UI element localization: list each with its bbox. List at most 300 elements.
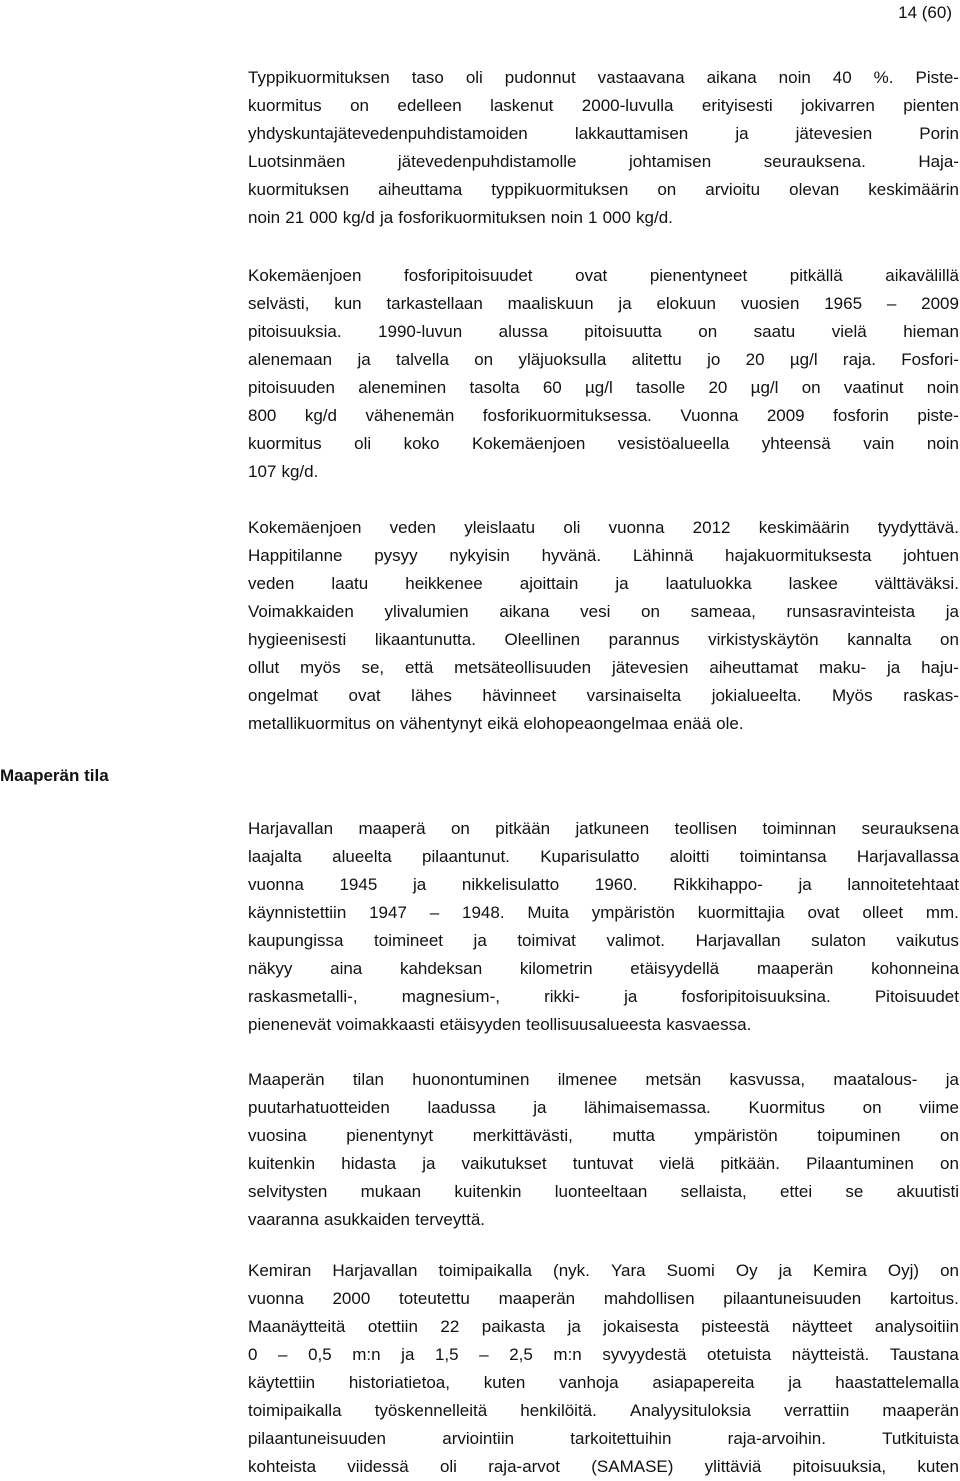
word: merkittävästi, [472, 1126, 573, 1145]
word: ovat [348, 686, 381, 705]
text-line [248, 1397, 959, 1425]
word: Kokemäenjoen [248, 266, 362, 285]
word: myös [300, 658, 341, 677]
word: se [845, 1182, 864, 1201]
word: vielä [659, 1154, 695, 1173]
word: huonontuminen [412, 1070, 530, 1089]
word: ja [473, 931, 487, 950]
word: yhdyskuntajätevedenpuhdistamoiden [248, 124, 528, 143]
word: – [278, 1345, 288, 1364]
word: rikki- [544, 987, 580, 1006]
word: raskas- [903, 686, 959, 705]
word: jätevedenpuhdistamolle [397, 152, 577, 171]
word: fosforikuormituksessa. [482, 406, 652, 425]
word: mahdollisen [603, 1289, 695, 1308]
section-heading-maaperan-tila: Maaperän tila [0, 766, 109, 785]
word: 2009 [766, 406, 805, 425]
text-line [248, 871, 959, 899]
word: vuosina [248, 1126, 307, 1145]
word: aikana [706, 68, 757, 87]
word: 1945 [339, 875, 378, 894]
word: Analyysituloksia [630, 1401, 751, 1420]
text-line [248, 843, 959, 871]
word: vaatinut [843, 378, 904, 397]
word: laskee [788, 574, 838, 593]
word: Pitoisuudet [874, 987, 959, 1006]
word: nykyisin [449, 546, 510, 565]
word: aleneminen [358, 378, 447, 397]
word: kohteista [248, 1457, 317, 1476]
word: 20 [708, 378, 728, 397]
word: jo [707, 350, 721, 369]
word: tasolta [469, 378, 520, 397]
word: ovat [807, 903, 840, 922]
word: ympäristön [694, 1126, 778, 1145]
word: hajakuormituksesta [725, 546, 872, 565]
word: 000 [309, 208, 338, 227]
word: raskasmetalli-, [248, 987, 358, 1006]
word: on [350, 96, 369, 115]
word: Harjavallassa [856, 847, 959, 866]
text-line [248, 1257, 959, 1285]
text-line [248, 374, 959, 402]
word: 800 [248, 406, 277, 425]
word: puutarhatuotteiden [248, 1098, 390, 1117]
word: ettei [780, 1182, 813, 1201]
word: jokialueelta. [711, 686, 802, 705]
word: Vuonna [680, 406, 739, 425]
word: 1,5 [434, 1345, 459, 1364]
word: tarkoitettuihin [570, 1429, 672, 1448]
word: on [698, 322, 718, 341]
word: lähimaisemassa. [584, 1098, 711, 1117]
text-line [248, 92, 959, 120]
word: on [940, 1261, 959, 1280]
word: metallikuormitus [248, 714, 371, 733]
word: laskenut [490, 96, 554, 115]
word: 2,5 [509, 1345, 533, 1364]
word: kannalta [847, 630, 912, 649]
word: kuormitus [248, 434, 322, 453]
word: maaperän [756, 959, 834, 978]
text-line [248, 626, 959, 654]
text-line [248, 318, 959, 346]
text-line [248, 1341, 959, 1369]
word: kg/d. [636, 208, 673, 227]
word: – [479, 1345, 489, 1364]
word: ylivalumien [384, 602, 469, 621]
text-line [248, 1011, 959, 1039]
text-line [248, 927, 959, 955]
text-line [248, 1425, 959, 1453]
word: selvästi, [248, 294, 310, 313]
word: yleislaatu [464, 518, 536, 537]
text-line [248, 1369, 959, 1397]
word: toimipaikalla [438, 1261, 532, 1280]
text-line [248, 983, 959, 1011]
word: etäisyyden [439, 1015, 521, 1034]
word: kohonneina [871, 959, 959, 978]
word: laatu [331, 574, 369, 593]
text-line [248, 346, 959, 374]
word: luonteeltaan [554, 1182, 648, 1201]
paragraph-soil-effects [248, 1066, 959, 1234]
word: Oleellinen [504, 630, 581, 649]
word: jokivarren [801, 96, 875, 115]
word: se, [361, 658, 385, 677]
word: pitoisuuksia. [248, 322, 342, 341]
word: raja-arvoihin. [727, 1429, 826, 1448]
word: sameaa, [690, 602, 756, 621]
word: toimintansa [739, 847, 827, 866]
word: pienentyneet [649, 266, 748, 285]
text-line [248, 955, 959, 983]
word: lähes [411, 686, 452, 705]
word: kasvussa, [729, 1070, 806, 1089]
word: aiheuttama [378, 180, 463, 199]
word: (nyk. [553, 1261, 590, 1280]
word: %. [873, 68, 894, 87]
word: vuosien [740, 294, 800, 313]
text-line [248, 120, 959, 148]
word: selvitysten [248, 1182, 328, 1201]
word: fosforipitoisuuksina. [681, 987, 831, 1006]
word: toipuminen [817, 1126, 901, 1145]
text-line [248, 514, 959, 542]
text-line [248, 654, 959, 682]
word: Typpikuormituksen [248, 68, 390, 87]
word: Fosfori- [901, 350, 959, 369]
word: vaikutukset [461, 1154, 547, 1173]
word: (SAMASE) [591, 1457, 674, 1476]
word: seurauksena [861, 819, 959, 838]
word: ja [615, 574, 629, 593]
word: jatkuneen [575, 819, 650, 838]
word: kun [334, 294, 362, 313]
word: laajalta [248, 847, 302, 866]
word: Pilaantuminen [806, 1154, 914, 1173]
word: fosforikuormituksen [398, 208, 546, 227]
text-line [248, 1178, 959, 1206]
word: jätevesien [611, 658, 689, 677]
text-line [248, 1094, 959, 1122]
word: ja [945, 1070, 959, 1089]
word: syvyydestä [602, 1345, 687, 1364]
word: alitettu [631, 350, 682, 369]
word: nikkelisulatto [461, 875, 560, 894]
word: on [375, 714, 395, 733]
word: parannus [608, 630, 680, 649]
word: käytettiin [248, 1373, 316, 1392]
word: seurauksena. [763, 152, 866, 171]
word: verrattiin [784, 1401, 850, 1420]
word: ja [379, 208, 394, 227]
word: hygieenisesti [248, 630, 347, 649]
word: piste- [917, 406, 959, 425]
word: Kemiran [248, 1261, 312, 1280]
word: terveyttä. [415, 1210, 486, 1229]
word: kuormittajia [697, 903, 785, 922]
word: pitkään. [720, 1154, 780, 1173]
word: kuitenkin [248, 1154, 316, 1173]
paragraph-nitrogen-load [248, 64, 959, 232]
word: aloitti [669, 847, 710, 866]
word: maaperän [498, 1289, 576, 1308]
paragraph-phosphorus [248, 262, 959, 486]
word: 21 [285, 208, 305, 227]
word: sellaista, [680, 1182, 747, 1201]
word: teollisen [674, 819, 738, 838]
word: Harjavallan [695, 931, 781, 950]
word: oli [563, 518, 581, 537]
word: välttäväksi. [874, 574, 959, 593]
word: näytteet [791, 1317, 853, 1336]
word: ja [778, 1261, 792, 1280]
text-line [248, 1453, 959, 1481]
word: magnesium-, [401, 987, 500, 1006]
word: pudonnut [504, 68, 576, 87]
word: mutta [612, 1126, 655, 1145]
word: 40 [832, 68, 852, 87]
word: 1990-luvun [378, 322, 463, 341]
word: heikkenee [405, 574, 483, 593]
word: asukkaiden [323, 1210, 410, 1229]
word: analysoitiin [874, 1317, 959, 1336]
word: aiheuttamat [709, 658, 799, 677]
word: tasolle [636, 378, 686, 397]
word: ja [401, 1345, 415, 1364]
word: Porin [919, 124, 959, 143]
word: vain [863, 434, 895, 453]
paragraph-water-quality [248, 514, 959, 738]
word: – [429, 903, 440, 922]
word: µg/l [789, 350, 818, 369]
word: elokuun [656, 294, 717, 313]
word: kuten [483, 1373, 526, 1392]
word: paikasta [481, 1317, 546, 1336]
word: m:n [352, 1345, 381, 1364]
word: jokaisesta [603, 1317, 679, 1336]
word: 0 [248, 1345, 258, 1364]
word: lakkauttamisen [574, 124, 689, 143]
word: Yara [610, 1261, 646, 1280]
word: pilaantunut. [422, 847, 510, 866]
text-line [248, 402, 959, 430]
word: 2009 [921, 294, 959, 313]
text-line [248, 570, 959, 598]
word: hyvänä. [541, 546, 602, 565]
word: 60 [542, 378, 562, 397]
word: arviointiin [442, 1429, 515, 1448]
word: metsän [645, 1070, 702, 1089]
word: haju- [921, 658, 959, 677]
word: Haja- [918, 152, 959, 171]
word: maaliskuun [507, 294, 594, 313]
word: Kokemäenjoen [471, 434, 586, 453]
word: Suomi [666, 1261, 715, 1280]
word: Myös [832, 686, 873, 705]
word: vesistöalueella [617, 434, 730, 453]
word: voimakkaasti [336, 1015, 435, 1034]
word: ja [788, 1373, 802, 1392]
word: kg/d. [281, 462, 319, 481]
word: kuormitus [248, 96, 322, 115]
word: ongelmat [248, 686, 318, 705]
word: on [940, 630, 959, 649]
word: aikana [499, 602, 550, 621]
word: tarkastellaan [386, 294, 483, 313]
word: toteutettu [398, 1289, 470, 1308]
word: tyydyttävä. [877, 518, 959, 537]
word: 1948. [462, 903, 505, 922]
word: olleet [862, 903, 904, 922]
word: edelleen [397, 96, 462, 115]
word: vielä [831, 322, 867, 341]
word: on [657, 180, 677, 199]
text-line [248, 290, 959, 318]
word: on [862, 1098, 882, 1117]
word: hidasta [341, 1154, 397, 1173]
word: keskimäärin [758, 518, 850, 537]
text-line [248, 262, 959, 290]
word: metsäteollisuuden [454, 658, 592, 677]
word: että [404, 658, 434, 677]
word: veden [389, 518, 436, 537]
word: henkilöitä. [520, 1401, 597, 1420]
word: 2000-luvulla [581, 96, 674, 115]
word: kilometrin [519, 959, 593, 978]
word: laatuluokka [665, 574, 752, 593]
word: valimot. [606, 931, 666, 950]
word: raja. [842, 350, 876, 369]
word: likaantunutta. [374, 630, 476, 649]
word: mukaan [360, 1182, 422, 1201]
word: Maanäytteitä [248, 1317, 346, 1336]
word: 000 [602, 208, 631, 227]
word: on [801, 378, 821, 397]
word: viime [919, 1098, 959, 1117]
word: Muita [527, 903, 569, 922]
word: 1965 [824, 294, 863, 313]
word: vuonna [608, 518, 665, 537]
word: Tutkituista [882, 1429, 959, 1448]
word: ajoittain [519, 574, 579, 593]
word: pitoisuuden [248, 378, 335, 397]
text-line [248, 176, 959, 204]
word: mm. [925, 903, 959, 922]
word: vaaranna [248, 1210, 319, 1229]
word: toimineet [374, 931, 443, 950]
word: aina [330, 959, 363, 978]
word: Kemira [812, 1261, 867, 1280]
word: kuormituksen [248, 180, 350, 199]
text-line [248, 1313, 959, 1341]
word: varsinaiselta [586, 686, 682, 705]
word: kuten [917, 1457, 959, 1476]
word: hävinneet [482, 686, 557, 705]
word: kg/d [342, 208, 375, 227]
word: vanhoja [559, 1373, 619, 1392]
word: laadussa [427, 1098, 496, 1117]
text-line [248, 204, 959, 232]
text-line [248, 1066, 959, 1094]
word: kaupungissa [248, 931, 344, 950]
text-line [248, 710, 959, 738]
word: µg/l [750, 378, 779, 397]
word: fosforipitoisuudet [404, 266, 533, 285]
word: oli [439, 1457, 457, 1476]
word: on [939, 1154, 959, 1173]
word: talvella [395, 350, 449, 369]
word: viidessä [347, 1457, 409, 1476]
word: maku- [818, 658, 867, 677]
word: Oyj) [887, 1261, 920, 1280]
word: alueelta [332, 847, 392, 866]
word: on [450, 819, 470, 838]
word: vaikutus [896, 931, 959, 950]
word: elohopeaongelmaa [523, 714, 669, 733]
word: teollisuusalueesta [526, 1015, 662, 1034]
text-line [248, 542, 959, 570]
word: taso [411, 68, 444, 87]
word: maatalous- [833, 1070, 918, 1089]
word: saatu [753, 322, 796, 341]
word: haastattelemalla [835, 1373, 959, 1392]
word: raja-arvot [488, 1457, 560, 1476]
word: 1947 [369, 903, 407, 922]
word: kg/d [304, 406, 337, 425]
word: toiminnan [762, 819, 837, 838]
word: maaperä [358, 819, 426, 838]
word: johtamisen [629, 152, 712, 171]
word: etäisyydellä [630, 959, 720, 978]
page-number: 14 (60) [898, 3, 952, 22]
word: vastaavana [597, 68, 685, 87]
text-line [248, 899, 959, 927]
word: oli [465, 68, 483, 87]
word: sulaton [811, 931, 866, 950]
word: typpikuormituksen [491, 180, 629, 199]
word: otettiin [367, 1317, 418, 1336]
word: arvioitu [705, 180, 761, 199]
word: erityisesti [701, 96, 773, 115]
text-line [248, 1122, 959, 1150]
word: Rikkihappo- [673, 875, 763, 894]
text-line [248, 598, 959, 626]
text-line [248, 430, 959, 458]
word: ja [798, 875, 812, 894]
word: Oy [735, 1261, 758, 1280]
word: ja [412, 875, 427, 894]
word: tilan [352, 1070, 384, 1089]
word: olevan [789, 180, 840, 199]
word: pienenevät [248, 1015, 332, 1034]
word: lannoitetehtaat [847, 875, 959, 894]
text-line [248, 1150, 959, 1178]
word: ja [887, 658, 901, 677]
word: kartoitus. [889, 1289, 959, 1308]
word: 22 [440, 1317, 460, 1336]
word: Happitilanne [248, 546, 343, 565]
word: alenemaan [248, 350, 333, 369]
word: Taustana [889, 1345, 959, 1364]
text-line [248, 1206, 959, 1234]
word: Harjavallan [332, 1261, 418, 1280]
word: historiatietoa, [348, 1373, 450, 1392]
word: näkyy [248, 959, 293, 978]
word: kuitenkin [454, 1182, 522, 1201]
word: ympäristön [591, 903, 675, 922]
